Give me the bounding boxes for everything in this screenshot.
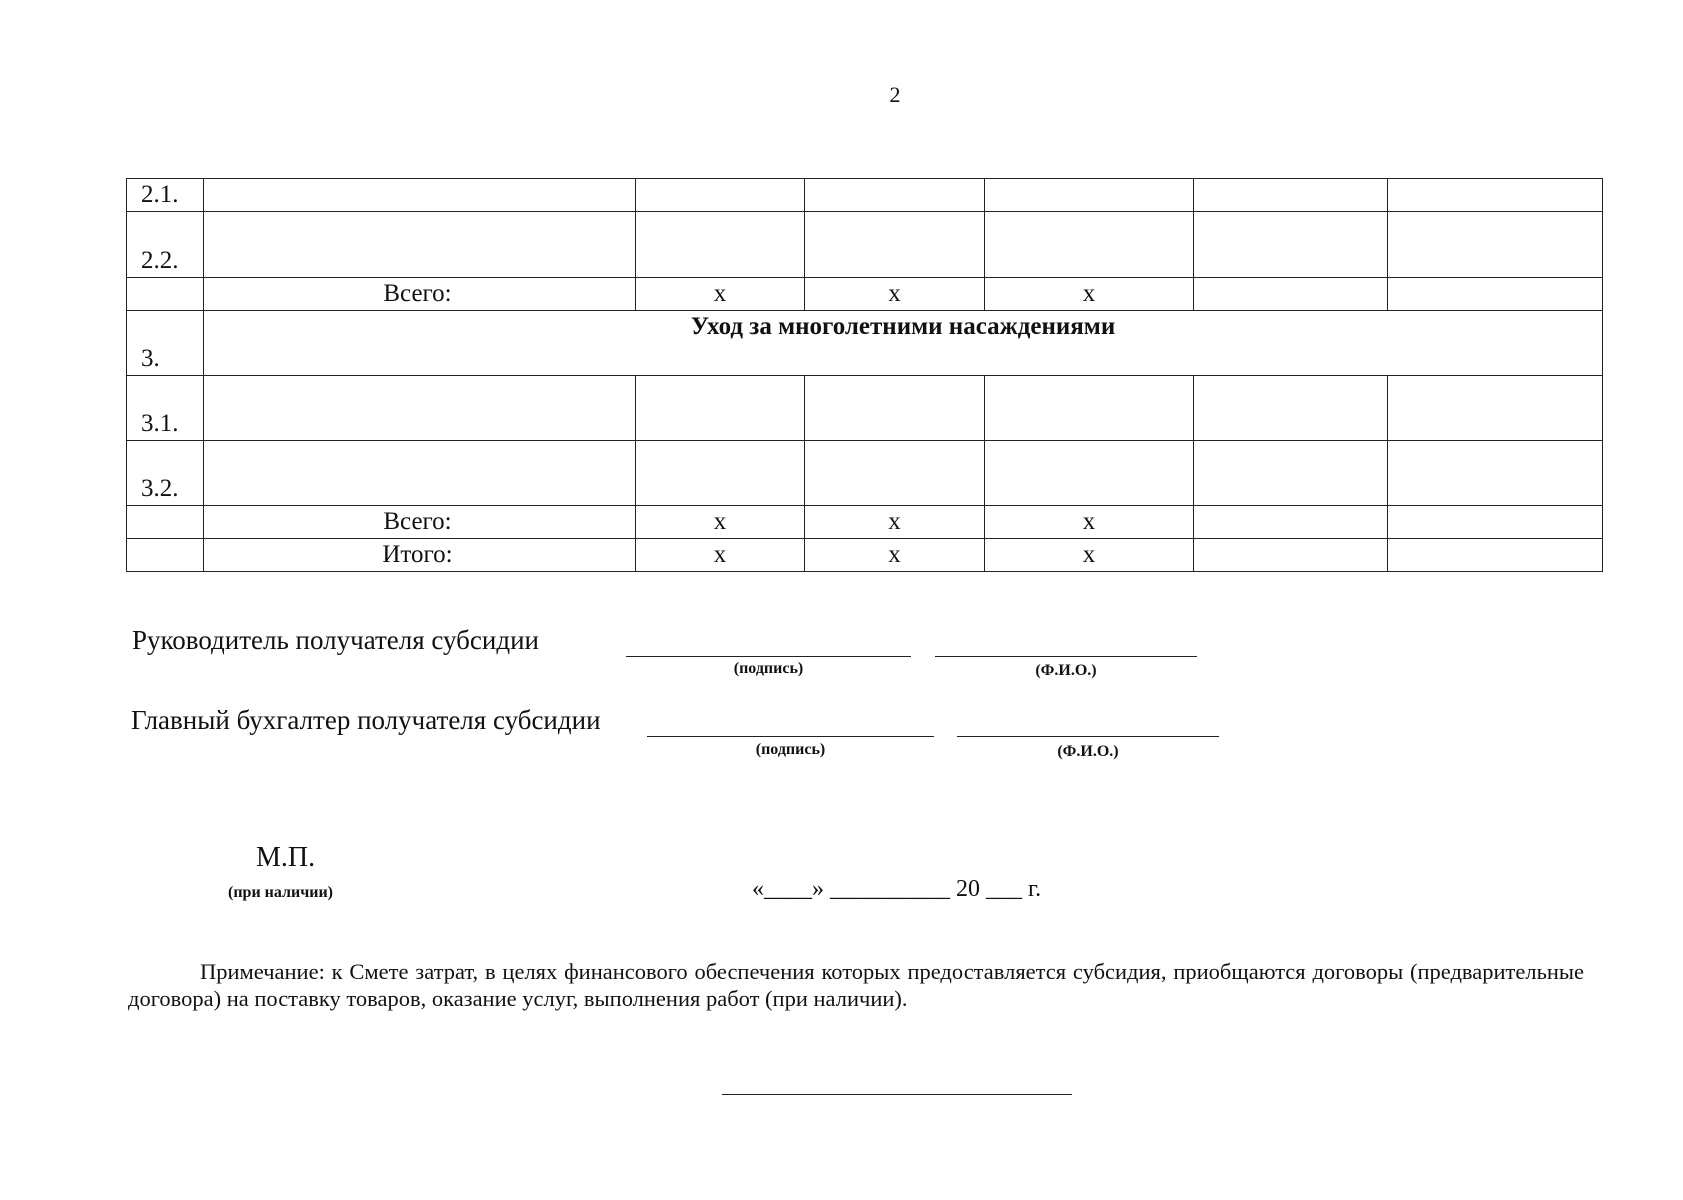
table-cell xyxy=(1388,376,1603,441)
table-cell xyxy=(805,212,985,278)
table-cell xyxy=(1388,212,1603,278)
table-cell xyxy=(1388,278,1603,311)
table-cell xyxy=(1194,441,1388,506)
table-cell xyxy=(985,212,1194,278)
subtotal-row xyxy=(127,278,1603,311)
section-title: Уход за многолетними насаждениями xyxy=(204,311,1603,376)
table-cell xyxy=(1388,441,1603,506)
table-cell xyxy=(805,441,985,506)
table-cell xyxy=(1388,179,1603,212)
table-cell xyxy=(204,376,636,441)
subtotal-row xyxy=(127,506,1603,539)
table-cell xyxy=(127,278,204,311)
section-header-row xyxy=(127,311,1603,376)
accountant-signature-caption: (подпись) xyxy=(755,741,826,758)
head-name-caption: (Ф.И.О.) xyxy=(1035,662,1097,679)
stamp-place-caption: (при наличии) xyxy=(228,884,334,901)
grand-total-row xyxy=(127,539,1603,572)
table-cell xyxy=(1194,212,1388,278)
x-mark: x xyxy=(985,506,1194,539)
row-number: 3.1. xyxy=(127,376,204,441)
table-cell xyxy=(1194,179,1388,212)
x-mark: x xyxy=(805,278,985,311)
table-row xyxy=(127,441,1603,506)
table-cell xyxy=(1194,278,1388,311)
accountant-signature-line xyxy=(647,736,934,737)
table-cell xyxy=(1388,506,1603,539)
x-mark: x xyxy=(636,506,805,539)
table-cell xyxy=(127,506,204,539)
subtotal-label: Всего: xyxy=(204,506,636,539)
table-cell xyxy=(636,212,805,278)
table-cell xyxy=(1194,539,1388,572)
row-number: 3. xyxy=(127,311,204,376)
table-cell xyxy=(636,376,805,441)
table-cell xyxy=(127,539,204,572)
cost-estimate-table xyxy=(126,178,1603,572)
table-cell xyxy=(805,179,985,212)
x-mark: x xyxy=(636,278,805,311)
table-row xyxy=(127,212,1603,278)
x-mark: x xyxy=(985,278,1194,311)
grand-total-label: Итого: xyxy=(204,539,636,572)
row-number: 2.1. xyxy=(127,179,204,212)
accountant-name-line xyxy=(957,736,1219,737)
subtotal-label: Всего: xyxy=(204,278,636,311)
page-number: 2 xyxy=(889,82,901,107)
row-number: 3.2. xyxy=(127,441,204,506)
note-paragraph: Примечание: к Смете затрат, в целях финансового обеспечения которых предоставляется субсидия, приобщаются договоры (предварительные договора) на поставку товаров, оказание услуг, выполнения работ (при наличии). xyxy=(128,959,1584,1011)
table-cell xyxy=(985,376,1194,441)
x-mark: x xyxy=(805,539,985,572)
end-of-document-rule xyxy=(722,1094,1072,1095)
table-cell xyxy=(1388,539,1603,572)
table-cell xyxy=(985,179,1194,212)
table-cell xyxy=(636,179,805,212)
table-cell xyxy=(805,376,985,441)
table-row xyxy=(127,179,1603,212)
head-signature-label: Руководитель получателя субсидии xyxy=(132,625,539,655)
row-number: 2.2. xyxy=(127,212,204,278)
head-signature-caption: (подпись) xyxy=(733,660,804,677)
table-cell xyxy=(636,441,805,506)
stamp-place-label: М.П. xyxy=(256,842,316,873)
table-cell xyxy=(204,212,636,278)
table-row xyxy=(127,376,1603,441)
table-cell xyxy=(985,441,1194,506)
head-signature-line xyxy=(626,656,911,657)
table-cell xyxy=(1194,506,1388,539)
x-mark: x xyxy=(636,539,805,572)
x-mark: x xyxy=(805,506,985,539)
x-mark: x xyxy=(985,539,1194,572)
table-cell xyxy=(1194,376,1388,441)
table-cell xyxy=(204,441,636,506)
accountant-name-caption: (Ф.И.О.) xyxy=(1057,743,1119,760)
date-field: «____» __________ 20 ___ г. xyxy=(752,876,1042,902)
table-cell xyxy=(204,179,636,212)
head-name-line xyxy=(935,656,1197,657)
accountant-signature-label: Главный бухгалтер получателя субсидии xyxy=(131,705,601,735)
